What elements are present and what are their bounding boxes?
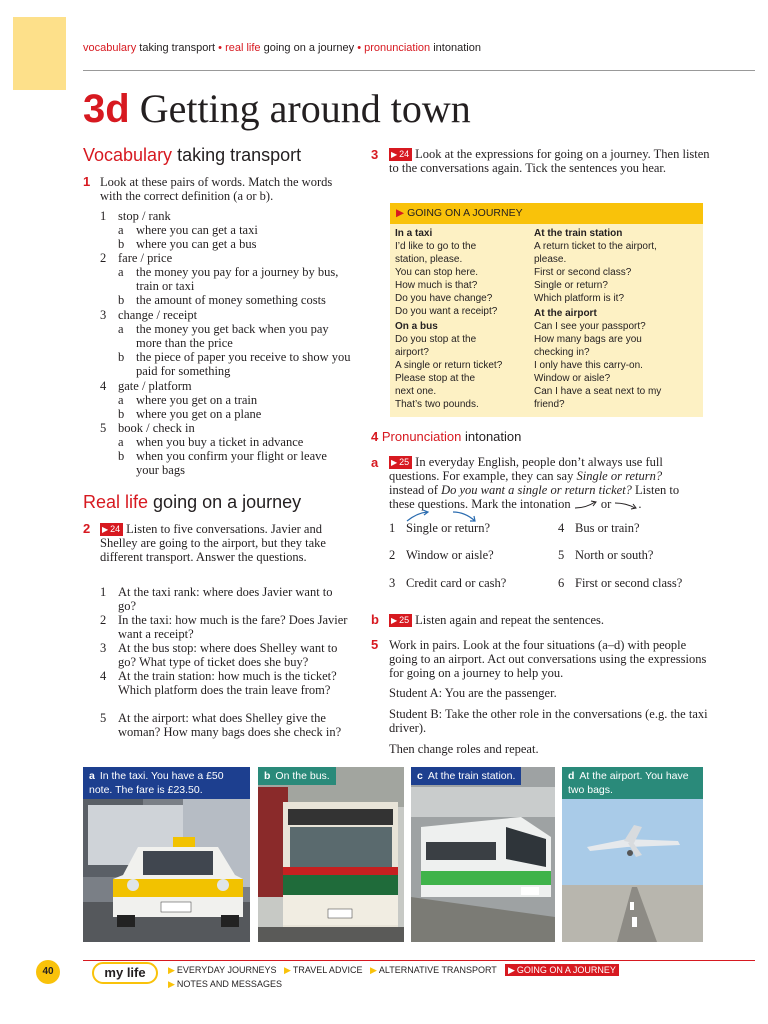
question-text: At the train station: how much is the ticket? Which platform does the train leave from?: [118, 669, 337, 697]
pron-item-text: First or second class?: [575, 576, 683, 590]
exercise-number: 4: [371, 429, 379, 444]
pron-item-text: Bus or train?: [575, 521, 640, 535]
box-expression: Do you stop at the: [395, 334, 477, 345]
box-subhead: In a taxi: [395, 228, 433, 239]
bus-image: [258, 767, 404, 942]
play-icon: ▶: [391, 150, 398, 159]
box-expression: How much is that?: [395, 280, 478, 291]
mylife-badge: [92, 962, 158, 984]
box-subhead: At the airport: [534, 308, 597, 319]
box-expression: please.: [534, 254, 567, 265]
topic-text: going on a journey: [263, 42, 355, 54]
mylife-life: life: [126, 965, 146, 980]
triangle-icon: ▶: [168, 965, 175, 975]
box-col-right: [534, 227, 661, 411]
nav-label: TRAVEL ADVICE: [292, 965, 363, 975]
question-number: 3: [100, 641, 107, 655]
item-number: 1: [100, 209, 107, 223]
instr-text: or: [600, 497, 612, 511]
topic-text: taking transport: [139, 42, 216, 54]
box-col-left: [395, 227, 502, 411]
caption-letter: c: [417, 770, 423, 782]
pron-item-number: 4: [558, 521, 565, 535]
option-letter: a: [118, 265, 124, 279]
play-icon: ▶: [391, 616, 398, 625]
lesson-number: 3d: [83, 87, 130, 131]
box-expression: Single or return?: [534, 280, 608, 291]
falling-arrow-icon: [614, 500, 638, 510]
option-letter: a: [118, 393, 124, 407]
intonation-marks: [405, 509, 495, 523]
topic-label: real life: [225, 42, 261, 54]
box-expression: A return ticket to the airport,: [534, 241, 657, 252]
section-label: Vocabulary: [83, 145, 173, 165]
box-expression: Please stop at the: [395, 373, 476, 384]
lesson-title: Getting around town: [139, 86, 471, 131]
caption-letter: d: [568, 770, 575, 782]
box-expression: next one.: [395, 386, 437, 397]
subexercise-letter: a: [371, 455, 379, 470]
caption-text: At the airport. You have two bags.: [568, 770, 689, 796]
role-change: Then change roles and repeat.: [389, 742, 539, 756]
airport-expressions: [534, 320, 661, 411]
caption-text: On the bus.: [275, 770, 330, 782]
exercise-instruction: [389, 147, 719, 175]
triangle-icon: ▶: [284, 965, 291, 975]
word-pair: fare / price: [118, 251, 173, 265]
footer-nav-item[interactable]: [370, 964, 497, 976]
exercise-number: 1: [83, 174, 91, 189]
definition-b: where you can get a bus: [136, 237, 257, 251]
word-pair: stop / rank: [118, 209, 171, 223]
instr-text: these questions. Mark the intonation: [389, 497, 571, 511]
section-label: Real life: [83, 492, 149, 512]
box-expression: I’d like to go to the: [395, 241, 477, 252]
play-icon: ▶: [391, 458, 398, 467]
pron-instr-line: these questions. Mark the intonation or .: [389, 497, 642, 511]
separator: •: [357, 42, 362, 54]
question-text: At the taxi rank: where does Javier want to go?: [118, 585, 333, 613]
section-topic: going on a journey: [153, 492, 302, 512]
caption-text: At the train station.: [427, 770, 516, 782]
box-title-text: GOING ON A JOURNEY: [407, 207, 523, 219]
photo-train: [411, 767, 555, 942]
pron-instr-line: [389, 483, 679, 497]
box-expression: Do you have change?: [395, 293, 493, 304]
box-expression: Which platform is it?: [534, 293, 625, 304]
box-expression: airport?: [395, 347, 429, 358]
exercise-instruction: Work in pairs. Look at the four situations (a–d) with people going to an airport. Act out conversations using the expressions for going on a journey to help you.: [389, 638, 707, 680]
item-number: 3: [100, 308, 107, 322]
definition-b: the amount of money something costs: [136, 293, 326, 307]
caption-train: [411, 767, 521, 785]
example-text: Do you want a single or return ticket?: [441, 483, 632, 497]
track-number: 25: [399, 615, 410, 625]
audio-track-badge[interactable]: [389, 148, 412, 161]
box-expression: Can I see your passport?: [534, 321, 646, 332]
caption-letter: a: [89, 770, 95, 782]
photo-bus: [258, 767, 404, 942]
pron-item-number: 3: [389, 576, 396, 590]
rising-arrow-icon: [574, 500, 598, 510]
exercise-instruction: [100, 522, 345, 564]
pron-item-number: 1: [389, 521, 396, 535]
triangle-icon: ▶: [168, 979, 175, 989]
header-rule: [83, 70, 755, 71]
question-number: 4: [100, 669, 107, 683]
track-number: 24: [110, 524, 121, 534]
item-number: 5: [100, 421, 107, 435]
pronunciation-heading: [371, 429, 521, 444]
pron-item-text: Window or aisle?: [406, 548, 494, 562]
exercise-number: 5: [371, 637, 379, 652]
pron-instr-line: [389, 469, 662, 483]
triangle-icon: ▶: [396, 207, 405, 219]
track-number: 25: [399, 457, 410, 467]
topic-text: intonation: [433, 42, 481, 54]
word-pair: book / check in: [118, 421, 195, 435]
exercise-number: 2: [83, 521, 91, 536]
expressions-box-title: [390, 203, 703, 224]
pron-item-text: North or south?: [575, 548, 654, 562]
audio-track-badge[interactable]: [389, 456, 412, 469]
lesson-topics: [83, 42, 481, 54]
box-expression: checking in?: [534, 347, 590, 358]
section-topic: taking transport: [177, 145, 302, 165]
topic-label: pronunciation: [364, 42, 431, 54]
triangle-icon: ▶: [370, 965, 377, 975]
option-letter: a: [118, 223, 124, 237]
box-expression: I only have this carry-on.: [534, 360, 643, 371]
box-expression: Do you want a receipt?: [395, 306, 498, 317]
box-expression: friend?: [534, 399, 565, 410]
pron-instr-line: [389, 455, 663, 469]
nav-label: GOING ON A JOURNEY: [516, 965, 616, 975]
box-expression: station, please.: [395, 254, 463, 265]
box-expression: First or second class?: [534, 267, 632, 278]
option-letter: b: [118, 237, 125, 251]
subexercise-letter: b: [371, 612, 379, 627]
question-number: 2: [100, 613, 107, 627]
audio-track-badge[interactable]: [389, 614, 412, 627]
option-letter: b: [118, 350, 125, 364]
caption-bus: [258, 767, 336, 785]
example-text: Single or return?: [576, 469, 663, 483]
definition-a: when you buy a ticket in advance: [136, 435, 304, 449]
question-number: 5: [100, 711, 107, 725]
question-text: At the airport: what does Shelley give the woman? How many bags does she check in?: [118, 711, 342, 739]
definition-a: the money you pay for a journey by bus, train or taxi: [136, 265, 339, 293]
instr-text: instead of: [389, 483, 442, 497]
nav-label: NOTES AND MESSAGES: [176, 979, 282, 989]
question-text: In the taxi: how much is the fare? Does Javier want a receipt?: [118, 613, 348, 641]
box-expression: That’s two pounds.: [395, 399, 479, 410]
pron-b-instr: [389, 613, 604, 627]
exercise-number: 3: [371, 147, 379, 162]
caption-text: In the taxi. You have a £50 note. The fare is £23.50.: [89, 770, 224, 796]
question-number: 1: [100, 585, 107, 599]
role-student-a: Student A: You are the passenger.: [389, 686, 557, 700]
instruction-text: Listen again and repeat the sentences.: [415, 613, 604, 627]
box-expression: You can stop here.: [395, 267, 479, 278]
footer-rule: [83, 960, 755, 961]
exercise-instruction: Look at these pairs of words. Match the words with the correct definition (a or b).: [100, 175, 333, 203]
footer-nav-item-active[interactable]: [505, 964, 619, 976]
separator: •: [218, 42, 223, 54]
option-letter: b: [118, 449, 125, 463]
bus-expressions: [395, 333, 502, 411]
section-topic: intonation: [464, 429, 522, 444]
caption-letter: b: [264, 770, 271, 782]
track-number: 24: [399, 149, 410, 159]
box-expression: Can I have a seat next to my: [534, 386, 662, 397]
box-subhead: At the train station: [534, 228, 623, 239]
item-number: 2: [100, 251, 107, 265]
pron-item-text: Credit card or cash?: [406, 576, 507, 590]
taxi-expressions: [395, 240, 502, 318]
definition-b: when you confirm your flight or leave your bags: [136, 449, 327, 477]
pron-item-number: 5: [558, 548, 565, 562]
nav-label: EVERYDAY JOURNEYS: [176, 965, 277, 975]
page-number: 40: [36, 960, 60, 984]
train-image: [411, 767, 555, 942]
definition-a: the money you get back when you pay more than the price: [136, 322, 329, 350]
option-letter: b: [118, 293, 125, 307]
pron-item-number: 6: [558, 576, 565, 590]
chapter-tab: [13, 17, 66, 90]
audio-track-badge[interactable]: [100, 523, 123, 536]
definition-a: where you can get a taxi: [136, 223, 258, 237]
box-expression: A single or return ticket?: [395, 360, 503, 371]
topic-label: vocabulary: [83, 42, 137, 54]
triangle-icon: ▶: [508, 965, 515, 975]
item-number: 4: [100, 379, 107, 393]
mylife-my: my: [104, 965, 124, 980]
reallife-heading: [83, 492, 301, 513]
word-pair: change / receipt: [118, 308, 198, 322]
definition-b: the piece of paper you receive to show you paid for something: [136, 350, 351, 378]
footer-nav-item[interactable]: [168, 964, 276, 976]
option-letter: a: [118, 435, 124, 449]
instruction-text: Listen to five conversations. Javier and Shelley are going to the airport, but they take different transport. Answer the questions.: [100, 522, 326, 564]
definition-a: where you get on a train: [136, 393, 258, 407]
box-expression: Window or aisle?: [534, 373, 611, 384]
caption-taxi: [83, 767, 250, 799]
footer-nav-item[interactable]: [168, 978, 282, 990]
vocabulary-heading: [83, 145, 301, 166]
instruction-text: Look at the expressions for going on a journey. Then listen to the conversations again. Tick the sentences you hear.: [389, 147, 710, 175]
box-subhead: On a bus: [395, 321, 438, 332]
box-expression: How many bags are you: [534, 334, 642, 345]
page-title: [83, 85, 471, 133]
pron-item-text: Single or return?: [406, 521, 491, 535]
instr-text: questions. For example, they can say: [389, 469, 577, 483]
footer-nav-item[interactable]: [284, 964, 362, 976]
section-label: Pronunciation: [381, 429, 462, 444]
train-expressions: [534, 240, 661, 305]
role-student-b: Student B: Take the other role in the conversations (e.g. the taxi driver).: [389, 707, 708, 735]
word-pair: gate / platform: [118, 379, 192, 393]
caption-airport: [562, 767, 703, 799]
question-text: At the bus stop: where does Shelley want to go? What type of ticket does she buy?: [118, 641, 338, 669]
definition-b: where you get on a plane: [136, 407, 262, 421]
instr-text: Listen to: [631, 483, 680, 497]
instr-text: In everyday English, people don’t always use full: [415, 455, 663, 469]
nav-label: ALTERNATIVE TRANSPORT: [378, 965, 497, 975]
option-letter: b: [118, 407, 125, 421]
play-icon: ▶: [102, 525, 109, 534]
option-letter: a: [118, 322, 124, 336]
pron-item-number: 2: [389, 548, 396, 562]
